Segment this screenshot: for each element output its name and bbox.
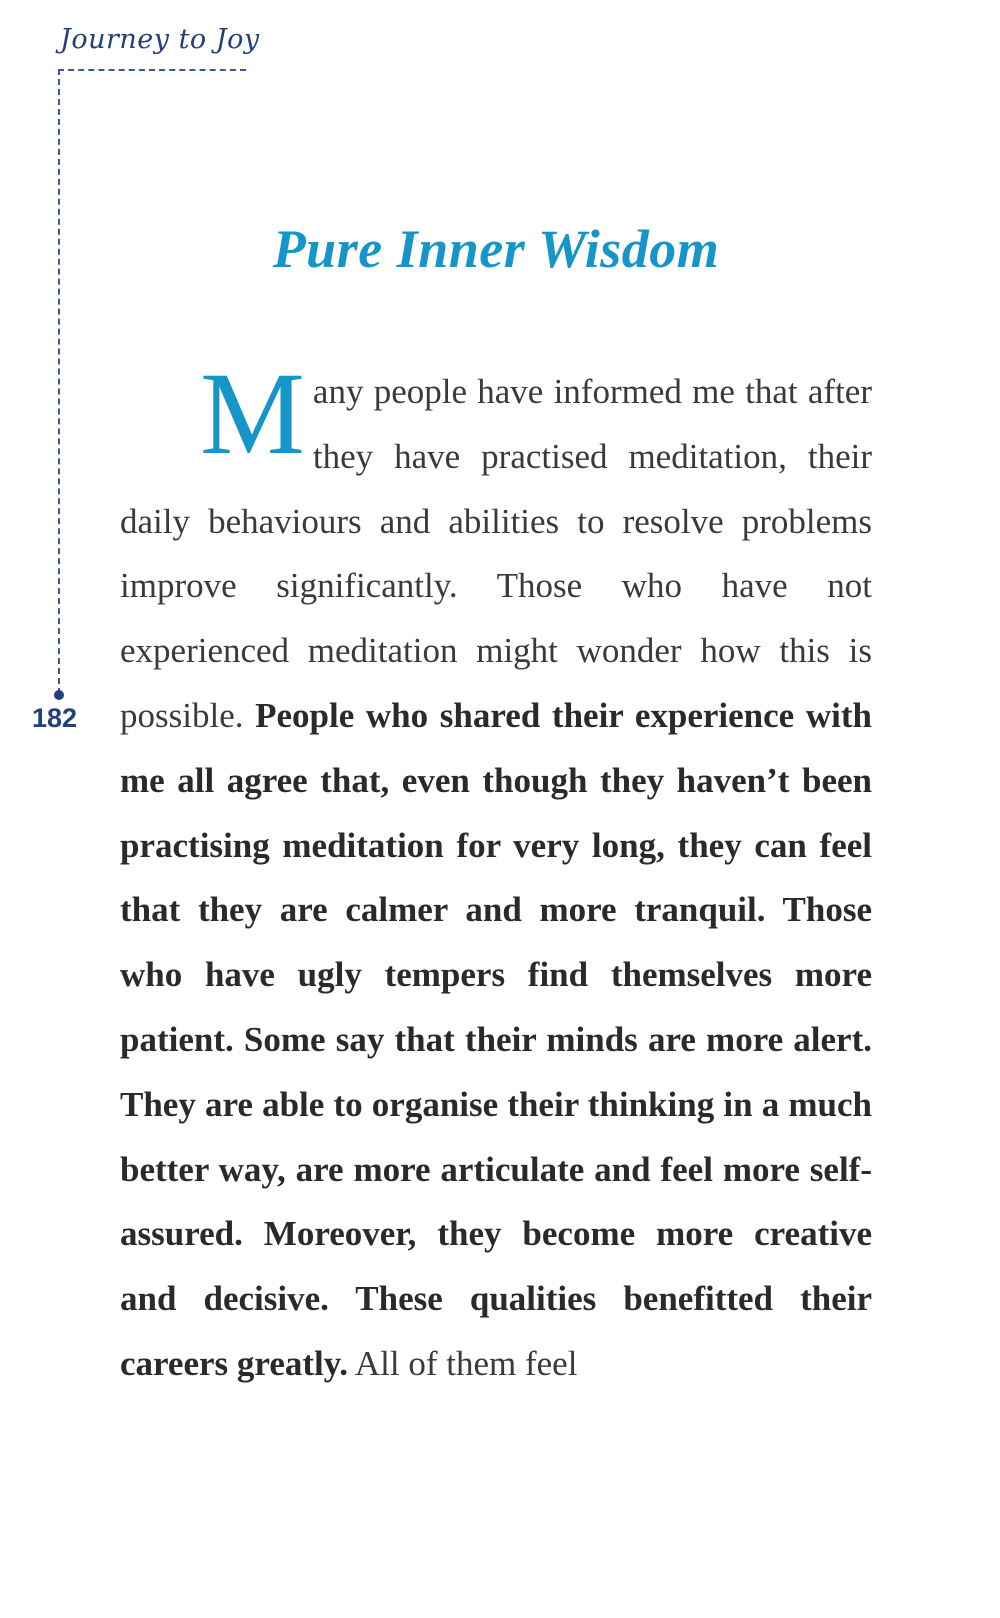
margin-rule-vertical bbox=[58, 69, 60, 694]
body-tail-text: All of them feel bbox=[348, 1343, 578, 1383]
running-head: Journey to Joy bbox=[60, 24, 260, 55]
running-head-rule-horizontal bbox=[58, 69, 246, 71]
body-bold-text: People who shared their experience with me all agree that, even though they haven’t been practising meditation for very long, they can feel that they are calmer and more tranquil. Those who have ugly tempers find themselves more patient. Some say that their minds are more alert. They are able to organise their thinking in a much better way, are more articulate and feel more self-assured. Moreover, they become more creative and decisive. These qualities benefitted their careers greatly. bbox=[120, 695, 872, 1383]
drop-cap: M bbox=[200, 348, 305, 479]
margin-rule-dot bbox=[54, 690, 64, 700]
chapter-title: Pure Inner Wisdom bbox=[272, 219, 720, 279]
body-paragraph bbox=[120, 348, 872, 1397]
body-intro-text: any people have informed me that after they have practised meditation, their daily behaviours and abilities to resolve problems improve significantly. Those who have not experienced meditation might wonder how this is possible. bbox=[120, 372, 872, 735]
page-number: 182 bbox=[32, 703, 78, 733]
